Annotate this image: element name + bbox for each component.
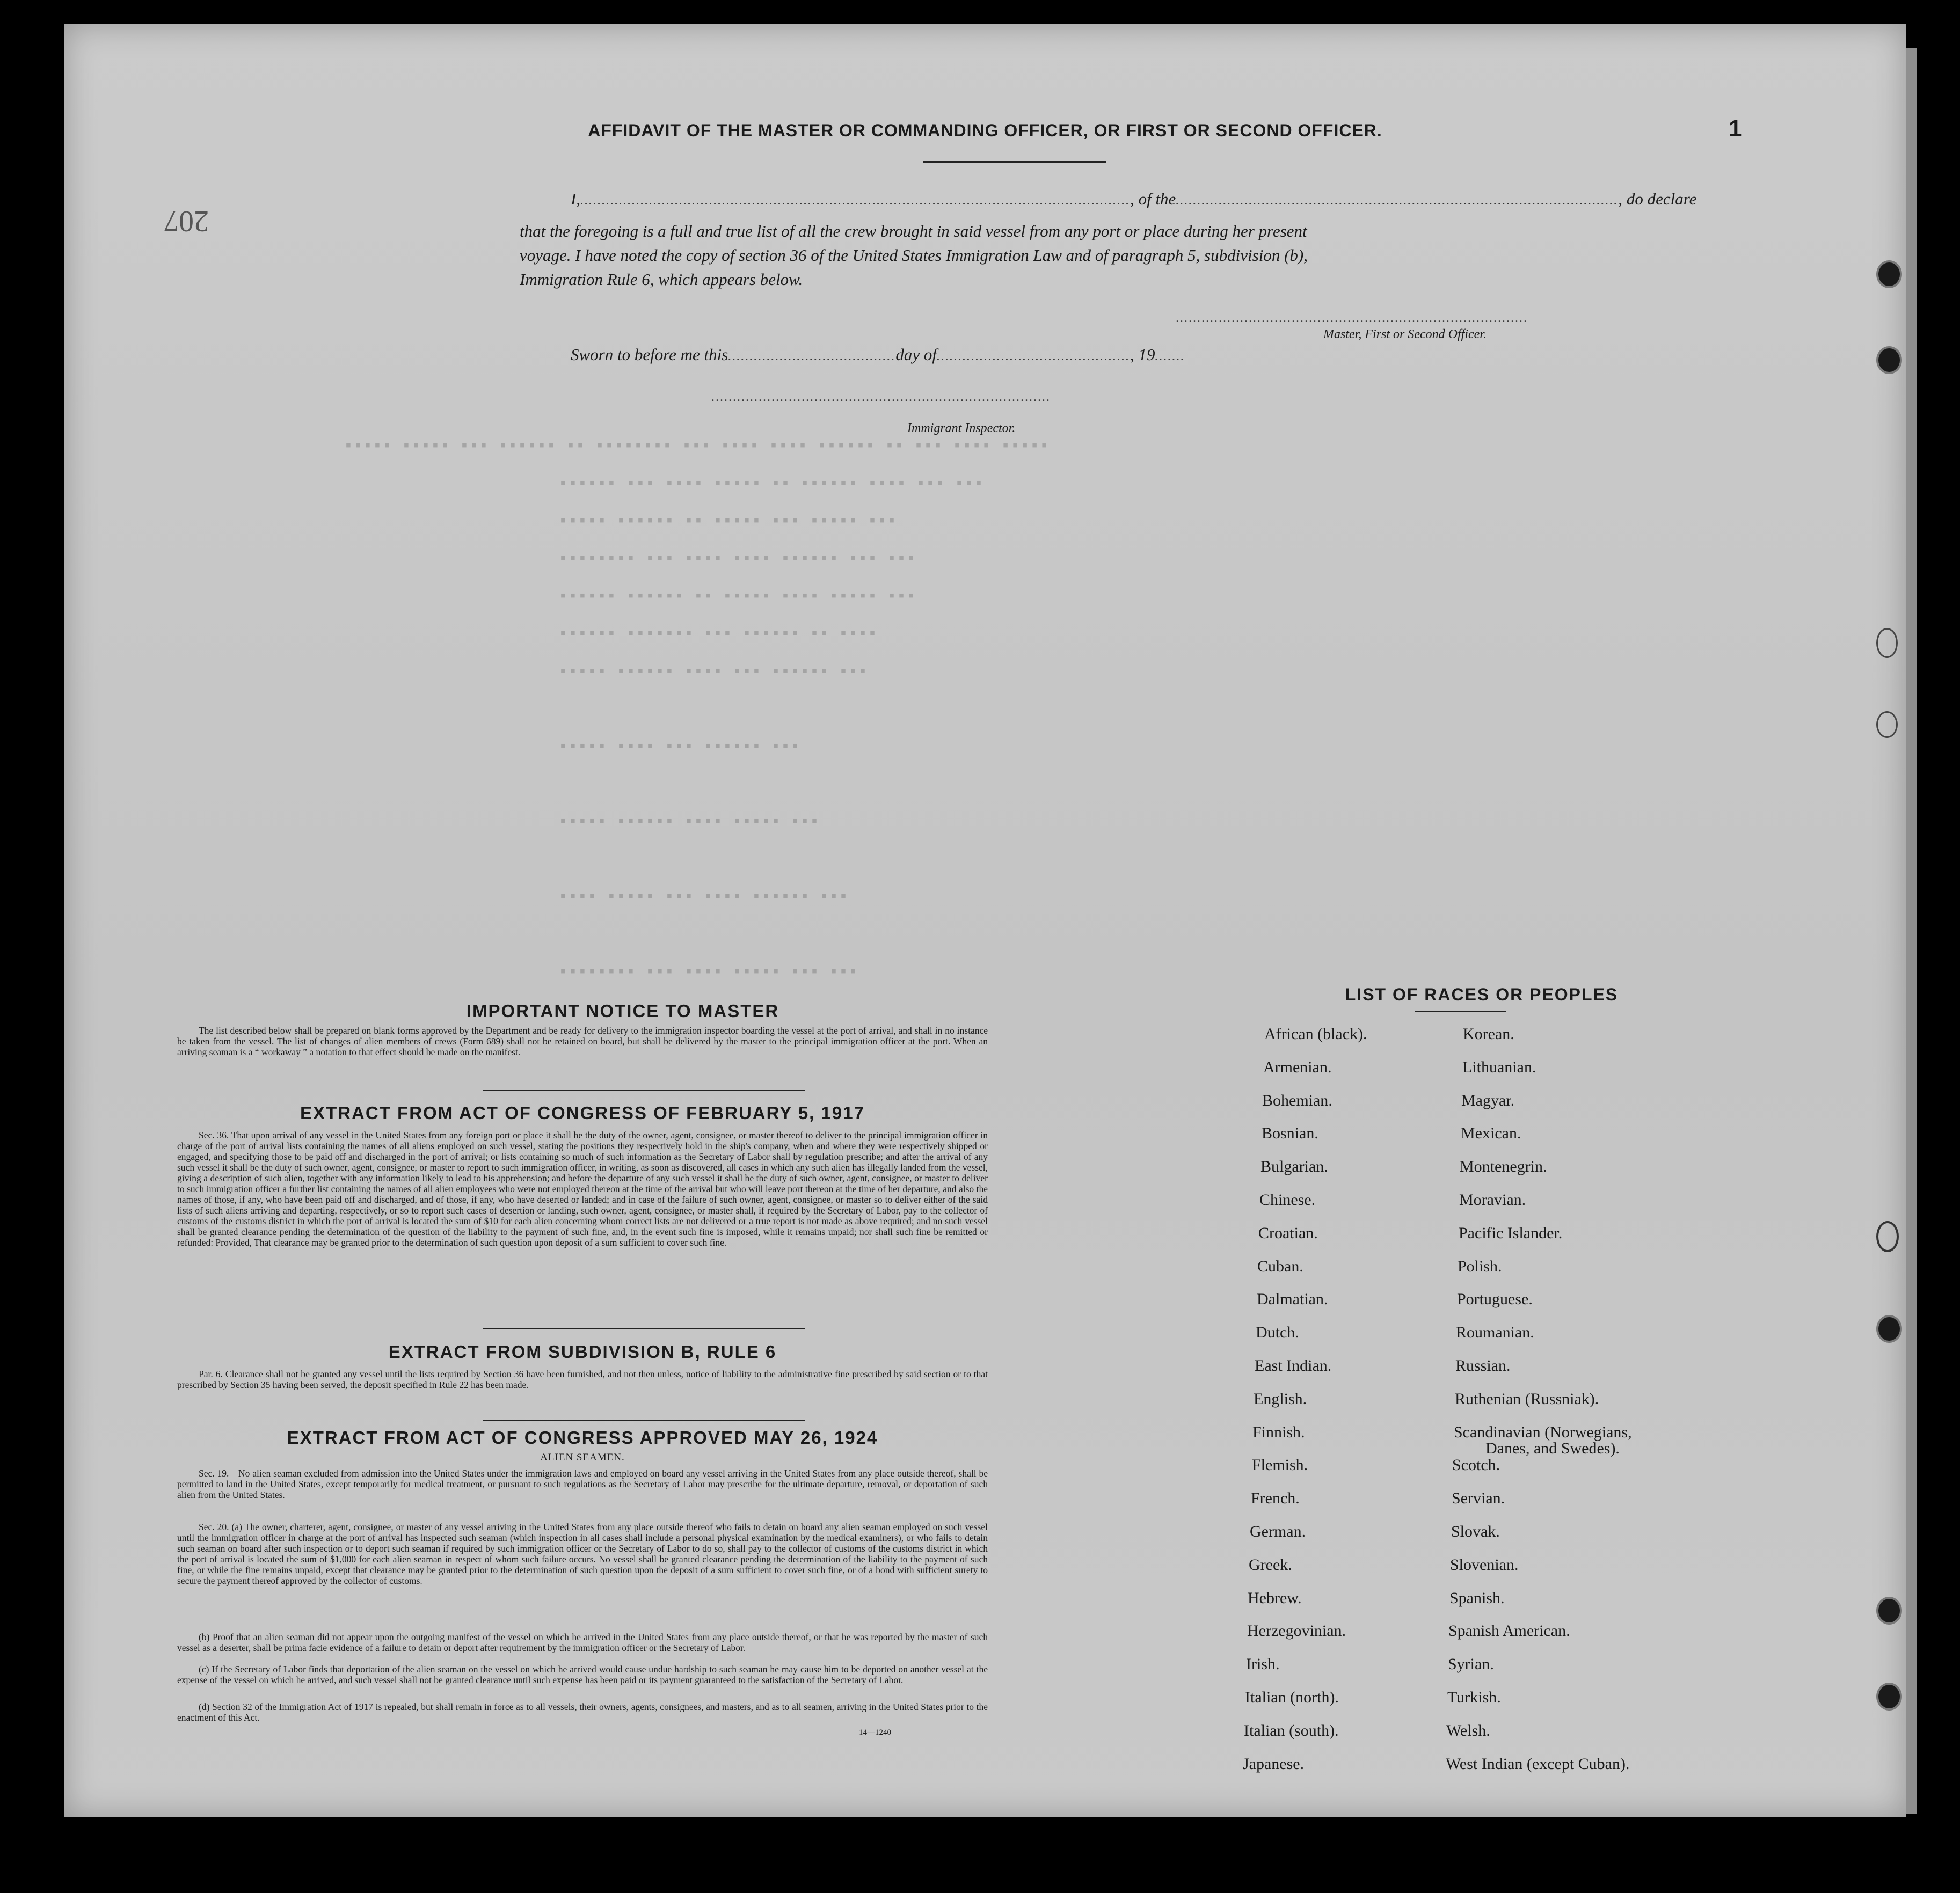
race-item: English.: [1254, 1390, 1307, 1408]
binder-hole: [1876, 1221, 1899, 1252]
race-item: Syrian.: [1448, 1655, 1494, 1673]
extract-1924-subtitle: ALIEN SEAMEN.: [540, 1452, 625, 1463]
notice-body: The list described below shall be prepared on blank forms approved by the Department and be ready for delivery to the immigration inspector boarding the vessel at the port of arrival, and shall in no instance be taken from the vessel. The list of changes of alien members of crews (Form 689) shall not be retained on board, but shall be delivered by the master to the principal immigration officer at the port. When an arriving seaman is a “ workaway ” a notation to that effect should be made on the manifest.: [177, 1025, 988, 1057]
master-signature-label: Master, First or Second Officer.: [1323, 327, 1487, 341]
binder-hole: [1876, 628, 1898, 658]
race-item: Korean.: [1463, 1025, 1514, 1043]
affidavit-line-1: [571, 189, 1696, 209]
race-item: Greek.: [1249, 1555, 1292, 1574]
binder-hole: [1876, 260, 1902, 288]
day-of-label: day of: [895, 345, 937, 364]
binder-hole: [1876, 346, 1902, 374]
race-item: Moravian.: [1459, 1191, 1526, 1209]
affidavit-line-3: voyage. I have noted the copy of section 36 of the United States Immigration Law and of paragraph 5, subdivision (b),: [520, 246, 1308, 265]
vessel-blank: .......................................................................................................: [1176, 194, 1619, 208]
race-item: Flemish.: [1252, 1456, 1308, 1474]
title-underline: [923, 161, 1106, 163]
race-item: Russian.: [1455, 1357, 1511, 1375]
divider: [483, 1420, 805, 1421]
race-item: Italian (north).: [1245, 1689, 1339, 1706]
race-item: Slovenian.: [1450, 1555, 1519, 1574]
extract-1917-body: Sec. 36. That upon arrival of any vessel in the United States from any foreign port or place it shall be the duty of the owner, agent, consignee, or master thereof to deliver to the principal immigration officer in charge of the port of arrival lists containing the names of all aliens employed on such vessel, stating the positions they respectively hold in the ship's company, when and where they were respectively shipped or engaged, and specifying those to be paid off and discharged in the port of arrival; or lists containing so much of such information as the Secretary of Labor shall by regulation prescribe; and after the arrival of any such vessel it shall be the duty of such owner, agent, consignee, or master to report to such immigration officer, in writing, as soon as discovered, all cases in which any such alien has illegally landed from the vessel, giving a description of such alien, together with any information likely to lead to his apprehension; and before the departure of any such vessel it shall be the duty of such owner, agent, consignee, or master to deliver to such immigration officer a further list containing the names of all alien employees who were not employed thereon at the time of the arrival but who will leave port thereon at the time of her departure, and also the names of those, if any, who have been paid off and discharged, and of those, if any, who have deserted or landed; and in case of the failure of such owner, agent, consignee, or master so to deliver either of the said lists of such aliens arriving and departing, respectively, or so to report such cases of desertion or landing, such owner, agent, consignee, or master shall, if required by the Secretary of Labor, pay to the collector of customs of the customs district in which the port of arrival is located the sum of $10 for each alien concerning whom correct lists are not delivered or a true report is not made as above required; and no such vessel shall be granted clearance pending the determination of the question of the liability to the payment of such fine, and, in the event such fine is imposed, while it remains unpaid; nor shall such fine be remitted or refunded: Provided, That clearance may be granted prior to the determination of such question upon deposit of a sum sufficient to cover such fine.: [177, 1130, 988, 1248]
inspector-signature-label: Immigrant Inspector.: [907, 421, 1016, 435]
race-item: Danes, and Swedes).: [1485, 1439, 1620, 1457]
affidavit-line-2: that the foregoing is a full and true list of all the crew brought in said vessel from any port or place during her present: [520, 222, 1307, 240]
race-item: Pacific Islander.: [1459, 1224, 1563, 1242]
race-item: Herzegovinian.: [1247, 1622, 1346, 1640]
race-item: Italian (south).: [1244, 1721, 1339, 1739]
affidavit-declare-label: , do declare: [1618, 189, 1697, 208]
divider: [483, 1328, 805, 1329]
race-item: Finnish.: [1252, 1423, 1305, 1441]
master-signature-line: ..................................................................................: [1176, 311, 1528, 325]
race-item: Armenian.: [1263, 1058, 1332, 1076]
race-item: Welsh.: [1446, 1721, 1490, 1739]
sec19-body: Sec. 19.—No alien seaman excluded from admission into the United States under the immigration laws and employed on board any vessel arriving in the United States from any place outside thereof, shall be permitted to land in the United States, except temporarily for medical treatment, or pursuant to such regulations as the Secretary of Labor may prescribe for the ultimate departure, removal, or deportation of such alien from the United States.: [177, 1468, 988, 1500]
year-label: , 19: [1130, 345, 1155, 364]
race-item: Cuban.: [1257, 1257, 1303, 1275]
race-item: Irish.: [1246, 1655, 1280, 1673]
sworn-label: Sworn to before me this: [571, 345, 728, 364]
affidavit-i-label: I,: [571, 189, 581, 208]
race-item: German.: [1250, 1523, 1306, 1540]
race-item: Hebrew.: [1248, 1589, 1302, 1607]
race-item: Japanese.: [1243, 1755, 1305, 1773]
race-item: French.: [1251, 1489, 1300, 1508]
margin-number: 207: [164, 204, 209, 238]
rule6-body: Par. 6. Clearance shall not be granted any vessel until the lists required by Section 36 have been furnished, and not then unless, notice of liability to the administrative fine prescribed by said section or to that prescribed by Section 35 having been served, the deposit specified in Rule 22 has been made.: [177, 1369, 988, 1390]
affidavit-line-4: Immigration Rule 6, which appears below.: [520, 270, 803, 289]
race-item: Bohemian.: [1262, 1091, 1332, 1109]
affidavit-of-the-label: , of the: [1130, 189, 1176, 208]
race-item: Bulgarian.: [1260, 1158, 1328, 1176]
race-item: Spanish.: [1449, 1589, 1505, 1607]
document-page: 1 207 AFFIDAVIT OF THE MASTER OR COMMANDING OFFICER, OR FIRST OR SECOND OFFICER. I,................................................................................................................................, of the......................................................................................................., do declare that the foregoing is a full and true list of all the crew brought in said vessel from any port or place during her present voyage. I have noted the copy of section 36 of the United States Immigration Law and of paragraph 5, subdivision (b), Immigration Rule 6, which appears below. .................................................................................. Master, First or Second Officer. Sworn to before me this.......................................day of............................................., 19....... ............................................................................... Immigrant Inspector. ▪▪▪▪▪ ▪▪▪▪▪ ▪▪▪ ▪▪▪▪▪▪ ▪▪ ▪▪▪▪▪▪▪▪ ▪▪▪ ▪▪▪▪ ▪▪▪▪ ▪▪▪▪▪▪ ▪▪ ▪▪▪ ▪▪▪▪ ▪▪▪▪▪ ▪▪▪▪▪▪ ▪▪▪ ▪▪▪▪ ▪▪▪▪▪ ▪▪ ▪▪▪▪▪▪ ▪▪▪▪ ▪▪▪ ▪▪▪ ▪▪▪▪▪ ▪▪▪▪▪▪ ▪▪ ▪▪▪▪▪ ▪▪▪ ▪▪▪▪▪ ▪▪▪ ▪▪▪▪▪▪▪▪ ▪▪▪ ▪▪▪▪ ▪▪▪▪ ▪▪▪▪▪▪ ▪▪▪ ▪▪▪ ▪▪▪▪▪▪ ▪▪▪▪▪▪ ▪▪ ▪▪▪▪▪ ▪▪▪▪ ▪▪▪▪▪ ▪▪▪ ▪▪▪▪▪▪ ▪▪▪▪▪▪▪ ▪▪▪ ▪▪▪▪▪▪ ▪▪ ▪▪▪▪ ▪▪▪▪▪ ▪▪▪▪▪▪ ▪▪▪▪ ▪▪▪ ▪▪▪▪▪▪ ▪▪▪ ▪▪▪▪▪ ▪▪▪▪ ▪▪▪ ▪▪▪▪▪▪ ▪▪▪ ▪▪▪▪▪ ▪▪▪▪▪▪ ▪▪▪▪ ▪▪▪▪▪ ▪▪▪ ▪▪▪▪ ▪▪▪▪▪ ▪▪▪ ▪▪▪▪ ▪▪▪▪▪▪ ▪▪▪ ▪▪▪▪▪▪▪▪ ▪▪▪ ▪▪▪▪ ▪▪▪▪▪ ▪▪▪ ▪▪▪ IMPORTANT NOTICE TO MASTER The list described below shall be prepared on blank forms approved by the Department and be ready for delivery to the immigration inspector boarding the vessel at the port of arrival, and shall in no instance be taken from the vessel. The list of changes of alien members of crews (Form 689) shall not be retained on board, but shall be delivered by the master to the principal immigration officer at the port. When an arriving seaman is a “ workaway ” a notation to that effect should be made on the manifest. EXTRACT FROM ACT OF CONGRESS OF FEBRUARY 5, 1917 Sec. 36. That upon arrival of any vessel in the United States from any foreign port or place it shall be the duty of the owner, agent, consignee, or master thereof to deliver to the principal immigration officer in charge of the port of arrival lists containing the names of all aliens employed on such vessel, stating the positions they respectively hold in the ship's company, when and where they were respectively shipped or engaged, and specifying those to be paid off and discharged in the port of arrival; or lists containing so much of such information as the Secretary of Labor shall by regulation prescribe; and after the arrival of any such vessel it shall be the duty of such owner, agent, consignee, or master to report to such immigration officer, in writing, as soon as discovered, all cases in which any such alien has illegally landed from the vessel, giving a description of such alien, together with any information likely to lead to his apprehension; and before the departure of any such vessel it shall be the duty of such owner, agent, consignee, or master to deliver to such immigration officer a further list containing the names of all alien employees who were not employed thereon at the time of the arrival but who will leave port thereon at the time of her departure, and also the names of those, if any, who have been paid off and discharged, and of those, if any, who have deserted or landed; and in case of the failure of such owner, agent, consignee, or master so to deliver either of the said lists of such aliens arriving and departing, respectively, or so to report such cases of desertion or landing, such owner, agent, consignee, or master shall, if required by the Secretary of Labor, pay to the collector of customs of the customs district in which the port of arrival is located the sum of $10 for each alien concerning whom correct lists are not delivered or a true report is not made as above required; and no such vessel shall be granted clearance pending the determination of the question of the liability to the payment of such fine, and, in the event such fine is imposed, while it remains unpaid; nor shall such fine be remitted or refunded: Provided, That clearance may be granted prior to the determination of such question upon deposit of a sum sufficient to cover such fine. EXTRACT FROM SUBDIVISION B, RULE 6 Par. 6. Clearance shall not be granted any vessel until the lists required by Section 36 have been furnished, and not then unless, notice of liability to the administrative fine prescribed by said section or to that prescribed by Section 35 having been served, the deposit specified in Rule 22 has been made. EXTRACT FROM ACT OF CONGRESS APPROVED MAY 26, 1924 ALIEN SEAMEN. Sec. 19.—No alien seaman excluded from admission into the United States under the immigration laws and employed on board any vessel arriving in the United States from any place outside thereof, shall be permitted to land in the United States, except temporarily for medical treatment, or pursuant to such regulations as the Secretary of Labor may prescribe for the ultimate departure, removal, or deportation of such alien from the United States. Sec. 20. (a) The owner, charterer, agent, consignee, or master of any vessel arriving in the United States from any place outside thereof who fails to detain on board any alien seaman employed on such vessel until the immigration officer in charge at the port of arrival has inspected such seaman (which inspection in all cases shall include a personal physical examination by the medical examiners), or who fails to detain such seaman on board after such inspection or to deport such seaman if required by such immigration officer or the Secretary of Labor to do so, shall pay to the collector of customs of the customs district in which the port of arrival is located the sum of $1,000 for each alien seaman in respect of whom such failure occurs. No vessel shall be granted clearance pending the determination of the liability to the payment of such fine, or while the fine remains unpaid, except that clearance may be granted prior to the determination of such question upon the deposit of a sum sufficient to cover such fine, or of a bond with sufficient surety to secure the payment thereof approved by the collector of customs. (b) Proof that an alien seaman did not appear upon the outgoing manifest of the vessel on which he arrived in the United States from any place outside thereof, or that he was reported by the master of such vessel as a deserter, shall be prima facie evidence of a failure to detain or deport after requirement by the immigration officer or the Secretary of Labor. (c) If the Secretary of Labor finds that deportation of the alien seaman on the vessel on which he arrived would cause undue hardship to such seaman he may cause him to be deported on another vessel at the expense of the vessel on which he arrived, and such vessel shall not be granted clearance until such expense has been paid or its payment guaranteed to the satisfaction of the Secretary of Labor. (d) Section 32 of the Immigration Act of 1917 is repealed, but shall remain in force as to all vessels, their owners, agents, consignees, and masters, and as to all seamen, arriving in the United States prior to the enactment of this Act. 14—1240 LIST OF RACES OR PEOPLES African (black). Armenian. Bohemian. Bosnian. Bulgarian. Chinese. Croatian. Cuban. Dalmatian. Dutch. East Indian. English. Finnish. Flemish. French. German. Greek. Hebrew. Herzegovinian. Irish. Italian (north). Italian (south). Japanese. Korean. Lithuanian. Magyar. Mexican. Montenegrin. Moravian. Pacific Islander. Polish. Portuguese. Roumanian. Russian. Ruthenian (Russniak). Scandinavian (Norwegians, Danes, and Swedes). Scotch. Servian. Slovak. Slovenian. Spanish. Spanish American. Syrian. Turkish. Welsh. West Indian (except Cuban).: [64, 24, 1906, 1817]
name-blank: ................................................................................................................................: [580, 194, 1131, 208]
race-item: Scotch.: [1452, 1456, 1500, 1474]
race-item: Roumanian.: [1456, 1324, 1534, 1342]
races-title: LIST OF RACES OR PEOPLES: [1345, 985, 1619, 1004]
races-underline: [1415, 1011, 1506, 1012]
race-item: Slovak.: [1451, 1523, 1500, 1540]
sec20a-body: Sec. 20. (a) The owner, charterer, agent, consignee, or master of any vessel arriving in the United States from any place outside thereof who fails to detain on board any alien seaman employed on such vessel until the immigration officer in charge at the port of arrival has inspected such seaman (which inspection in all cases shall include a personal physical examination by the medical examiners), or who fails to detain such seaman on board after such inspection or to deport such seaman if required by such immigration officer or the Secretary of Labor to do so, shall pay to the collector of customs of the customs district in which the port of arrival is located the sum of $1,000 for each alien seaman in respect of whom such failure occurs. No vessel shall be granted clearance pending the determination of the liability to the payment of such fine, or while the fine remains unpaid, except that clearance may be granted prior to the determination of such question upon the deposit of a sum sufficient to cover such fine, or of a bond with sufficient surety to secure the payment thereof approved by the collector of customs.: [177, 1522, 988, 1586]
sworn-line: [571, 345, 1185, 364]
race-item: Dalmatian.: [1257, 1290, 1328, 1309]
sec20b-body: (b) Proof that an alien seaman did not appear upon the outgoing manifest of the vessel on which he arrived in the United States from any place outside thereof, or that he was reported by the master of such vessel as a deserter, shall be prima facie evidence of a failure to detain or deport after requirement by the immigration officer or the Secretary of Labor.: [177, 1632, 988, 1653]
race-item: Spanish American.: [1448, 1622, 1570, 1640]
race-item: Lithuanian.: [1462, 1058, 1536, 1076]
race-item: African (black).: [1264, 1025, 1367, 1043]
sworn-day-blank: .......................................: [728, 349, 896, 363]
sec20d-body: (d) Section 32 of the Immigration Act of 1917 is repealed, but shall remain in force as to all vessels, their owners, agents, consignees, and masters, and as to all seamen, arriving in the United States prior to the enactment of this Act.: [177, 1701, 988, 1723]
page-number: 1: [1729, 115, 1742, 142]
race-item: Croatian.: [1258, 1224, 1318, 1242]
race-item: Mexican.: [1461, 1124, 1521, 1143]
binder-hole: [1876, 1315, 1902, 1343]
inspector-signature-line: ...............................................................................: [711, 390, 1051, 404]
race-item: Scandinavian (Norwegians,: [1454, 1423, 1632, 1441]
race-item: West Indian (except Cuban).: [1446, 1755, 1630, 1773]
form-number: 14—1240: [859, 1728, 891, 1737]
race-item: Servian.: [1452, 1489, 1505, 1508]
binder-hole: [1876, 1683, 1902, 1711]
race-item: Bosnian.: [1262, 1124, 1318, 1143]
binder-hole: [1876, 711, 1898, 738]
sworn-month-blank: .............................................: [936, 349, 1130, 363]
divider: [483, 1090, 805, 1091]
affidavit-title: AFFIDAVIT OF THE MASTER OR COMMANDING OFFICER, OR FIRST OR SECOND OFFICER.: [588, 121, 1382, 140]
sec20c-body: (c) If the Secretary of Labor finds that deportation of the alien seaman on the vessel on which he arrived would cause undue hardship to such seaman he may cause him to be deported on another vessel at the expense of the vessel on which he arrived, and such vessel shall not be granted clearance until such expense has been paid or its payment guaranteed to the satisfaction of the Secretary of Labor.: [177, 1664, 988, 1685]
extract-1917-title: EXTRACT FROM ACT OF CONGRESS OF FEBRUARY 5, 1917: [300, 1103, 865, 1123]
race-item: Montenegrin.: [1460, 1158, 1547, 1176]
race-item: Chinese.: [1259, 1191, 1316, 1209]
rule6-title: EXTRACT FROM SUBDIVISION B, RULE 6: [388, 1342, 777, 1362]
race-item: Magyar.: [1461, 1091, 1515, 1109]
race-item: Portuguese.: [1457, 1290, 1533, 1309]
year-blank: .......: [1155, 349, 1185, 363]
race-item: Ruthenian (Russniak).: [1455, 1390, 1599, 1408]
race-item: Turkish.: [1447, 1689, 1501, 1706]
race-item: East Indian.: [1255, 1357, 1332, 1375]
page-edge: [1906, 48, 1917, 1814]
extract-1924-title: EXTRACT FROM ACT OF CONGRESS APPROVED MAY 26, 1924: [287, 1428, 878, 1448]
binder-hole: [1876, 1597, 1902, 1625]
notice-title: IMPORTANT NOTICE TO MASTER: [466, 1001, 779, 1021]
race-item: Polish.: [1458, 1257, 1502, 1275]
race-item: Dutch.: [1256, 1324, 1299, 1342]
